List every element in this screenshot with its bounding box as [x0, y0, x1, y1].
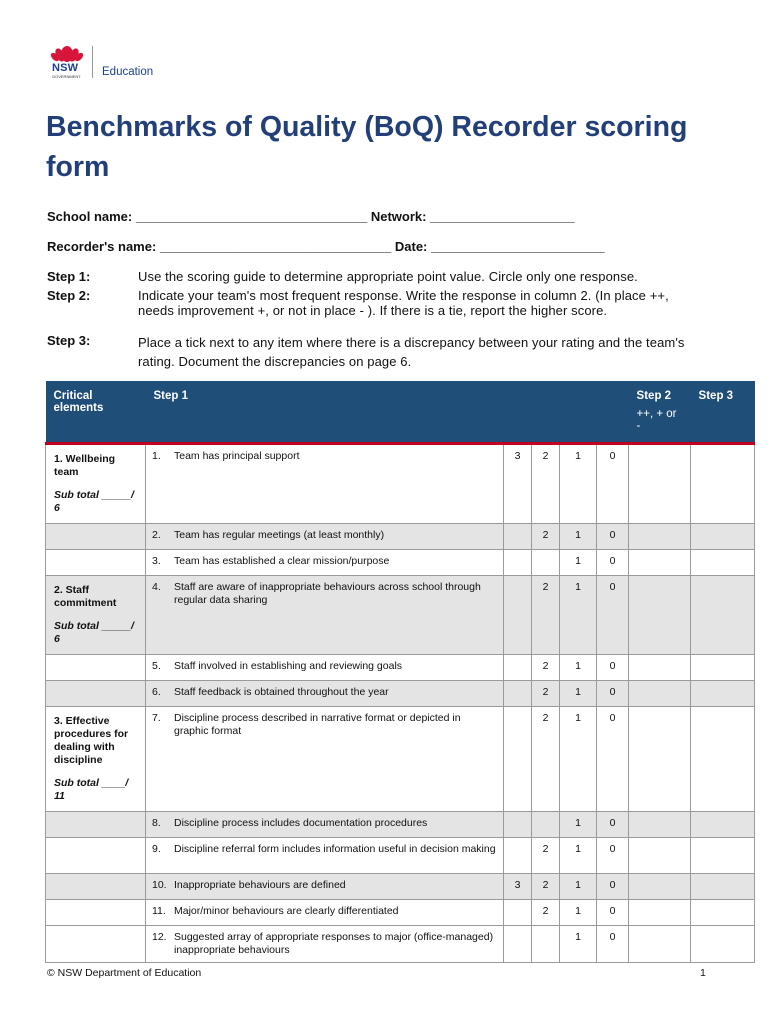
critical-empty-cell — [46, 837, 146, 873]
section-subtotal[interactable]: Sub total ____/ 11 — [54, 776, 129, 802]
score-1[interactable]: 1 — [560, 925, 597, 962]
section-effective-procedures — [46, 706, 146, 811]
score-2[interactable]: 2 — [532, 899, 560, 925]
table-header-row — [46, 381, 755, 443]
critical-empty-cell — [46, 549, 146, 575]
table-row — [46, 654, 755, 680]
scoring-table — [45, 381, 755, 963]
table-row — [46, 443, 755, 523]
score-3[interactable] — [504, 654, 532, 680]
score-0[interactable]: 0 — [597, 899, 629, 925]
footer-copyright: © NSW Department of Education — [47, 967, 202, 979]
item-text: Suggested array of appropriate responses to major (office-managed) inappropriate behaviours — [174, 930, 494, 956]
waratah-icon — [50, 42, 84, 64]
step-3-tick-cell[interactable] — [691, 925, 755, 962]
score-0[interactable]: 0 — [597, 654, 629, 680]
critical-empty-cell — [46, 811, 146, 837]
score-1[interactable]: 1 — [560, 680, 597, 706]
score-3[interactable] — [504, 899, 532, 925]
table-row — [46, 811, 755, 837]
score-3[interactable] — [504, 837, 532, 873]
item-text: Inappropriate behaviours are defined — [174, 878, 346, 891]
header-step-1: Step 1 — [146, 381, 629, 443]
item-number: 1. — [152, 449, 161, 462]
item-cell — [146, 837, 504, 873]
score-0[interactable]: 0 — [597, 811, 629, 837]
score-2[interactable]: 2 — [532, 680, 560, 706]
critical-empty-cell — [46, 925, 146, 962]
item-cell — [146, 523, 504, 549]
item-text: Discipline referral form includes information useful in decision making — [174, 842, 496, 855]
item-text: Team has established a clear mission/purpose — [174, 554, 390, 567]
step-3-tick-cell[interactable] — [691, 706, 755, 811]
score-3[interactable] — [504, 549, 532, 575]
logo-abbr: NSW — [52, 62, 79, 74]
score-0[interactable]: 0 — [597, 523, 629, 549]
critical-empty-cell — [46, 523, 146, 549]
item-text: Major/minor behaviours are clearly differentiated — [174, 904, 399, 917]
score-2[interactable]: 2 — [532, 654, 560, 680]
item-cell — [146, 654, 504, 680]
score-3[interactable] — [504, 680, 532, 706]
step-2-response-cell[interactable] — [629, 680, 691, 706]
logo-org: Education — [102, 66, 154, 78]
score-0[interactable]: 0 — [597, 837, 629, 873]
step-3-label: Step 3: — [47, 333, 91, 348]
critical-empty-cell — [46, 899, 146, 925]
step-2-response-cell[interactable] — [629, 523, 691, 549]
table-row — [46, 837, 755, 873]
step-3-text: Place a tick next to any item where there is a discrepancy between your rating and the team's rating. Document the discrepancies on page 6. — [138, 335, 685, 369]
item-text: Discipline process includes documentation procedures — [174, 816, 428, 829]
nsw-education-logo — [50, 42, 170, 82]
score-3[interactable] — [504, 925, 532, 962]
score-2[interactable] — [532, 811, 560, 837]
item-number: 2. — [152, 528, 161, 541]
section-wellbeing-team — [46, 443, 146, 523]
step-2-response-cell[interactable] — [629, 899, 691, 925]
item-number: 9. — [152, 842, 161, 855]
step-3-tick-cell[interactable] — [691, 549, 755, 575]
critical-empty-cell — [46, 654, 146, 680]
table-row — [46, 899, 755, 925]
score-3[interactable]: 3 — [504, 873, 532, 899]
step-3-tick-cell[interactable] — [691, 680, 755, 706]
step-3-tick-cell[interactable] — [691, 873, 755, 899]
table-row — [46, 575, 755, 654]
critical-empty-cell — [46, 680, 146, 706]
score-0[interactable]: 0 — [597, 549, 629, 575]
step-2-text: Indicate your team's most frequent response. Write the response in column 2. (In place ++, needs improvement +, or not in place - ). If there is a tie, report the higher score. — [138, 288, 669, 318]
table-row — [46, 873, 755, 899]
item-cell — [146, 925, 504, 962]
step-3-tick-cell[interactable] — [691, 575, 755, 654]
item-cell — [146, 575, 504, 654]
item-text: Team has principal support — [174, 449, 300, 462]
score-0[interactable]: 0 — [597, 443, 629, 523]
step-2-response-cell[interactable] — [629, 837, 691, 873]
step-3-tick-cell[interactable] — [691, 443, 755, 523]
score-1[interactable]: 1 — [560, 811, 597, 837]
score-3[interactable] — [504, 575, 532, 654]
score-1[interactable]: 1 — [560, 654, 597, 680]
item-text: Staff feedback is obtained throughout the year — [174, 685, 389, 698]
item-text: Staff involved in establishing and reviewing goals — [174, 659, 403, 672]
logo-gov: GOVERNMENT — [52, 74, 81, 79]
score-2[interactable]: 2 — [532, 575, 560, 654]
step-2-response-cell[interactable] — [629, 706, 691, 811]
header-step-2-sub: ++, + or - — [636, 408, 677, 432]
score-3[interactable] — [504, 706, 532, 811]
school-network-field[interactable]: School name: ________________________________ Network: ____________________ — [47, 209, 575, 224]
table-row — [46, 706, 755, 811]
score-2[interactable]: 2 — [532, 523, 560, 549]
header-step-3-label: Step 3 — [698, 390, 734, 402]
score-3[interactable] — [504, 523, 532, 549]
item-number: 8. — [152, 816, 161, 829]
score-3[interactable]: 3 — [504, 443, 532, 523]
section-title: 2. Staff commitment — [54, 583, 117, 609]
score-2[interactable]: 2 — [532, 837, 560, 873]
score-2[interactable]: 2 — [532, 443, 560, 523]
item-text: Team has regular meetings (at least monthly) — [174, 528, 385, 541]
step-2-response-cell[interactable] — [629, 443, 691, 523]
table-row — [46, 523, 755, 549]
step-2-response-cell[interactable] — [629, 873, 691, 899]
section-title: 1. Wellbeing team — [54, 452, 116, 478]
section-title: 3. Effective procedures for dealing with discipline — [54, 714, 129, 766]
item-cell — [146, 706, 504, 811]
item-text: Discipline process described in narrative format or depicted in graphic format — [174, 711, 461, 737]
score-1[interactable]: 1 — [560, 837, 597, 873]
step-2-label: Step 2: — [47, 288, 91, 303]
table-row — [46, 680, 755, 706]
step-1-text: Use the scoring guide to determine appropriate point value. Circle only one response. — [138, 269, 638, 284]
step-3-tick-cell[interactable] — [691, 837, 755, 873]
score-3[interactable] — [504, 811, 532, 837]
item-cell — [146, 811, 504, 837]
item-number: 4. — [152, 580, 161, 593]
header-step-2 — [629, 381, 691, 443]
section-staff-commitment — [46, 575, 146, 654]
logo-divider — [92, 46, 93, 78]
item-cell — [146, 873, 504, 899]
step-3-tick-cell[interactable] — [691, 899, 755, 925]
score-2[interactable] — [532, 549, 560, 575]
score-1[interactable]: 1 — [560, 706, 597, 811]
item-text: Staff are aware of inappropriate behaviours across school through regular data sharing — [174, 580, 481, 606]
score-0[interactable]: 0 — [597, 575, 629, 654]
item-cell — [146, 549, 504, 575]
score-1[interactable]: 1 — [560, 899, 597, 925]
score-1[interactable]: 1 — [560, 443, 597, 523]
table-row — [46, 549, 755, 575]
section-subtotal[interactable]: Sub total _____/ 6 — [54, 619, 134, 645]
item-cell — [146, 680, 504, 706]
step-2-response-cell[interactable] — [629, 575, 691, 654]
item-number: 5. — [152, 659, 161, 672]
step-3-tick-cell[interactable] — [691, 523, 755, 549]
item-cell — [146, 899, 504, 925]
item-number: 3. — [152, 554, 161, 567]
critical-empty-cell — [46, 873, 146, 899]
item-number: 7. — [152, 711, 161, 724]
score-0[interactable]: 0 — [597, 680, 629, 706]
step-2-response-cell[interactable] — [629, 654, 691, 680]
step-3-tick-cell[interactable] — [691, 654, 755, 680]
item-number: 11. — [152, 904, 166, 917]
step-2-response-cell[interactable] — [629, 925, 691, 962]
score-2[interactable]: 2 — [532, 873, 560, 899]
score-1[interactable]: 1 — [560, 873, 597, 899]
item-number: 12. — [152, 930, 167, 943]
page-number: 1 — [700, 967, 706, 979]
header-step-2-label: Step 2 — [636, 390, 672, 402]
step-3-tick-cell[interactable] — [691, 811, 755, 837]
recorder-date-field[interactable]: Recorder's name: ________________________________ Date: ________________________ — [47, 239, 605, 254]
header-step-3 — [691, 381, 755, 443]
score-1[interactable]: 1 — [560, 523, 597, 549]
score-1[interactable]: 1 — [560, 549, 597, 575]
section-subtotal[interactable]: Sub total _____/ 6 — [54, 488, 134, 514]
step-2-response-cell[interactable] — [629, 549, 691, 575]
item-number: 6. — [152, 685, 161, 698]
step-2-response-cell[interactable] — [629, 811, 691, 837]
score-0[interactable]: 0 — [597, 873, 629, 899]
item-cell — [146, 443, 504, 523]
step-1-label: Step 1: — [47, 269, 91, 284]
score-0[interactable]: 0 — [597, 706, 629, 811]
item-number: 10. — [152, 878, 167, 891]
score-1[interactable]: 1 — [560, 575, 597, 654]
score-2[interactable] — [532, 925, 560, 962]
table-row — [46, 925, 755, 962]
header-critical-elements: Critical elements — [46, 381, 146, 443]
score-0[interactable]: 0 — [597, 925, 629, 962]
score-2[interactable]: 2 — [532, 706, 560, 811]
page-title: Benchmarks of Quality (BoQ) Recorder scoring form — [46, 111, 688, 183]
